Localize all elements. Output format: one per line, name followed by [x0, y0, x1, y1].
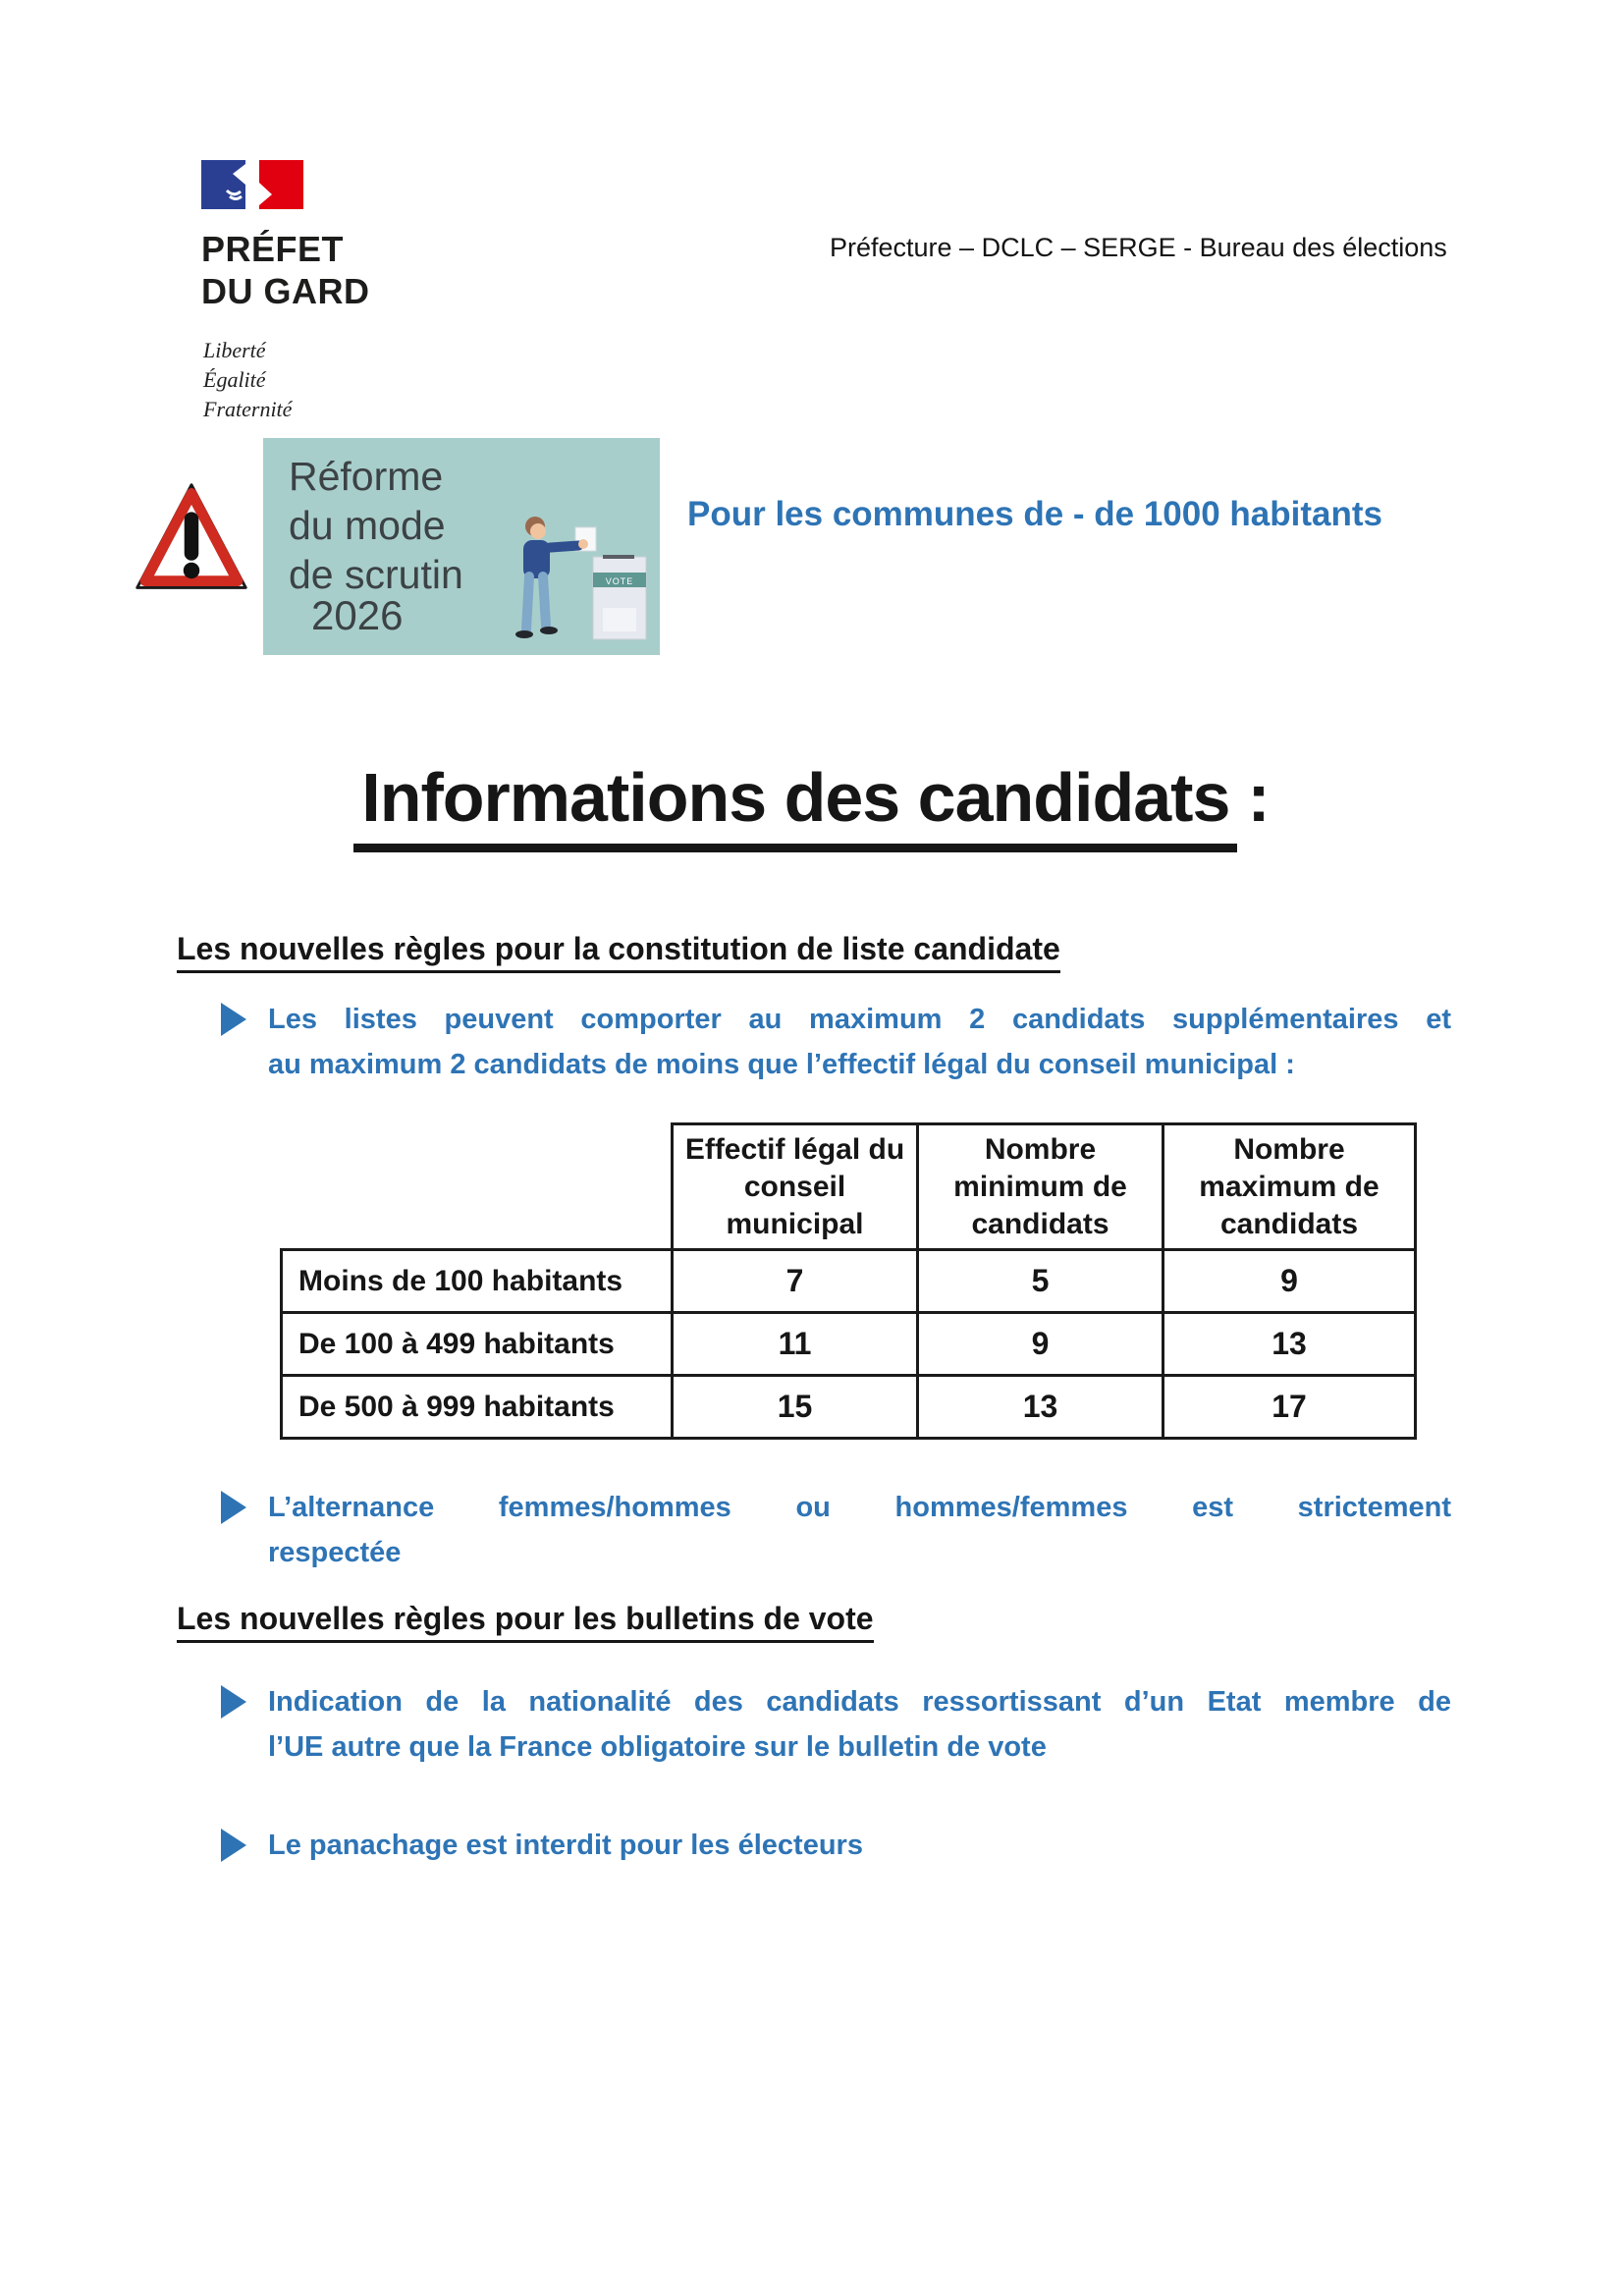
- table-row: [282, 1313, 1416, 1376]
- bullet-text: Les listes peuvent comporter au maximum 2 candidats supplémentaires et au maximum 2 candidats de moins que l’effectif légal du conseil municipal :: [268, 1004, 1451, 1080]
- cell-value: 13: [918, 1376, 1163, 1439]
- cell-value: 9: [918, 1313, 1163, 1376]
- service-line: Préfecture – DCLC – SERGE - Bureau des élections: [830, 233, 1447, 262]
- arrow-bullet-icon: [221, 1003, 246, 1036]
- vote-box-label: VOTE: [605, 576, 634, 586]
- cell-value: 7: [673, 1250, 918, 1313]
- bullet-text: L’alternance femmes/hommes ou hommes/femmes est strictement respectée: [268, 1492, 1451, 1568]
- prefet-du-gard-logo: [201, 160, 370, 424]
- prefecture-name: [201, 228, 370, 312]
- reform-banner-title: [289, 452, 463, 599]
- section-heading-bulletins-vote: Les nouvelles règles pour les bulletins de vote: [177, 1601, 874, 1643]
- cell-value: 17: [1163, 1376, 1416, 1439]
- bullet-alternance: [221, 1485, 1451, 1575]
- motto-line: Fraternité: [203, 397, 293, 421]
- reform-banner: [263, 438, 660, 655]
- motto-line: Liberté: [203, 338, 266, 362]
- french-flag-icon: [201, 160, 303, 209]
- table-row: [282, 1250, 1416, 1313]
- row-label: Moins de 100 habitants: [282, 1250, 673, 1313]
- row-label: De 100 à 499 habitants: [282, 1313, 673, 1376]
- cell-value: 9: [1163, 1250, 1416, 1313]
- candidates-table: [280, 1122, 1417, 1440]
- warning-triangle-icon: [130, 475, 253, 606]
- bullet-nationalite: [221, 1679, 1451, 1770]
- cell-value: 5: [918, 1250, 1163, 1313]
- prefecture-name-line2: DU GARD: [201, 271, 370, 311]
- section-heading-liste-candidate: Les nouvelles règles pour la constitution de liste candidate: [177, 931, 1060, 973]
- bullet-listes-candidats: [221, 997, 1451, 1087]
- page-title-colon: :: [1247, 759, 1270, 836]
- row-label: De 500 à 999 habitants: [282, 1376, 673, 1439]
- reform-title-line: du mode: [289, 503, 446, 548]
- republic-motto: [201, 336, 370, 424]
- vote-illustration: [505, 514, 652, 651]
- table-row: [282, 1376, 1416, 1439]
- arrow-bullet-icon: [221, 1829, 246, 1862]
- table-corner-blank: [282, 1124, 673, 1250]
- bullet-text: Le panachage est interdit pour les électeurs: [268, 1830, 863, 1861]
- bullet-text: Indication de la nationalité des candidats ressortissant d’un Etat membre de l’UE autre que la France obligatoire sur le bulletin de vote: [268, 1686, 1451, 1763]
- col-header-minimum: Nombre minimum de candidats: [918, 1124, 1163, 1250]
- bullet-panachage: [221, 1823, 1451, 1868]
- table-header-row: [282, 1124, 1416, 1250]
- reform-title-line: Réforme: [289, 454, 444, 499]
- col-header-maximum: Nombre maximum de candidats: [1163, 1124, 1416, 1250]
- cell-value: 13: [1163, 1313, 1416, 1376]
- audience-heading: Pour les communes de - de 1000 habitants: [687, 495, 1382, 533]
- cell-value: 15: [673, 1376, 918, 1439]
- arrow-bullet-icon: [221, 1685, 246, 1719]
- arrow-bullet-icon: [221, 1491, 246, 1524]
- col-header-effectif: Effectif légal du conseil municipal: [673, 1124, 918, 1250]
- cell-value: 11: [673, 1313, 918, 1376]
- prefecture-name-line1: PRÉFET: [201, 229, 345, 269]
- page-title-text: Informations des candidats: [353, 759, 1237, 852]
- reform-year: 2026: [311, 592, 404, 638]
- reform-title-line: de scrutin: [289, 552, 463, 597]
- motto-line: Égalité: [203, 367, 266, 392]
- page-title: [0, 758, 1623, 837]
